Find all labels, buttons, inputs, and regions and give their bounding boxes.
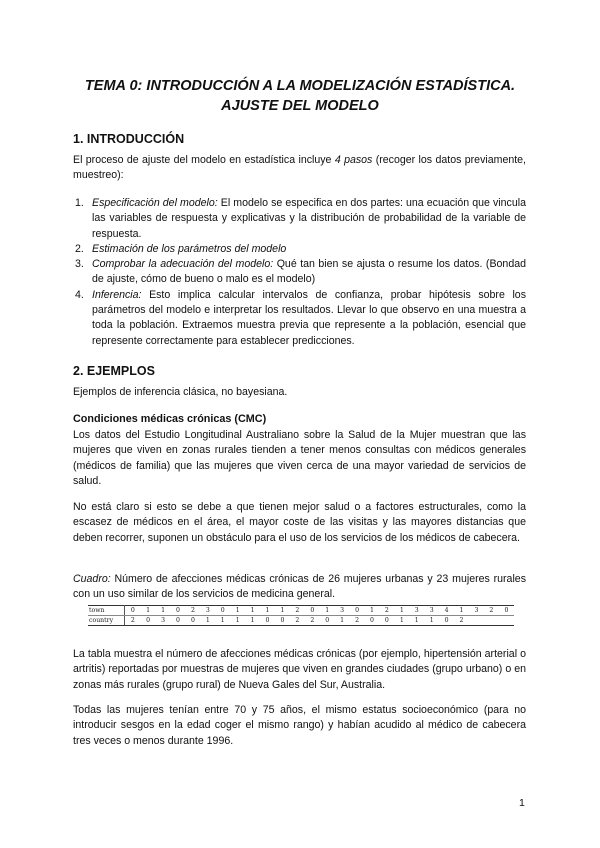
paragraph-table-description: La tabla muestra el número de afecciones médicas crónicas (por ejemplo, hipertensión arterial o artritis) reportadas por muestras de mujeres que viven en grandes ciudades (grupo urbano) o en zonas más rurales (grupo rural) de Nueva Gales del Sur, Australia. [73, 648, 526, 691]
caption-label: Cuadro: [73, 573, 111, 585]
table-cell: 4 [439, 606, 454, 616]
table-row-country [88, 616, 514, 626]
table-cell: 3 [335, 606, 350, 616]
step-number: 1. [75, 197, 84, 209]
table-cell: 0 [215, 606, 230, 616]
paragraph-sample-details: Todas las mujeres tenían entre 70 y 75 años, el mismo estatus socioeconómico (para no introducir sesgos en la edad coger el mismo rango) y habían acudido al médico de cabecera tres veces o menos durante 1996. [73, 704, 526, 747]
table-cell: 1 [335, 616, 350, 626]
table-cell: 1 [454, 606, 469, 616]
page-title [60, 76, 540, 116]
step-label: Especificación del modelo: [92, 197, 218, 209]
table-cell: 1 [230, 606, 245, 616]
intro-emphasis: 4 pasos [334, 154, 373, 166]
steps-list [73, 196, 526, 349]
table-cell: 0 [305, 606, 320, 616]
step-number: 4. [75, 288, 84, 301]
table-cell: 0 [171, 606, 186, 616]
table-row-town [88, 606, 514, 616]
step-text: Esto implica calcular intervalos de confianza, probar hipótesis sobre los parámetros del modelo e interpretar los resultados. Llevar lo que observo en una muestra a toda la población. Extraemos muestra previa que represente a la población, esencial que represente correctamente para establecer predicciones. [92, 288, 526, 347]
table-cell: 1 [200, 616, 215, 626]
row-label-country: country [88, 616, 125, 626]
table-cell: 0 [320, 616, 335, 626]
list-item [73, 242, 526, 257]
table-cell: 2 [454, 616, 469, 626]
table-cell: 0 [439, 616, 454, 626]
table-cell: 0 [275, 616, 290, 626]
intro-text-before: El proceso de ajuste del modelo en estadística incluye [73, 154, 335, 166]
intro-paragraph [73, 153, 526, 184]
paragraph-study: Los datos del Estudio Longitudinal Australiano sobre la Salud de la Mujer muestran que las mujeres que viven en zonas rurales tienden a tener menos consultas con médicos generales (médicos de familia) que las mujeres que viven cerca de una mayor variedad de servicios de salud. [73, 429, 526, 487]
table-cell: 1 [245, 616, 260, 626]
table-cell: 1 [424, 616, 439, 626]
step-label: Comprobar la adecuación del modelo: [92, 258, 274, 271]
paragraph-causes: No está claro si esto se debe a que tienen mejor salud o a factores estructurales, como la escasez de médicos en el área, el mayor coste de las visitas y las mayores distancias que deben recorrer, suponen un obstáculo para el uso de los servicios de los médicos de cabecera. [73, 501, 526, 544]
table-cell: 0 [260, 616, 275, 626]
cmc-data-table [88, 605, 514, 626]
table-cell: 0 [365, 616, 380, 626]
table-caption [73, 572, 526, 603]
step-text: El modelo se especifica en dos partes: una ecuación que vincula las variables de respuesta y explicativas y la distribución de probabilidad de la variable de respuesta. [92, 197, 526, 240]
table-cell: 0 [125, 606, 141, 616]
page-number: 1 [519, 797, 525, 809]
list-item [73, 288, 526, 349]
table-cell: 0 [171, 616, 186, 626]
table-cell: 3 [424, 606, 439, 616]
step-label: Estimación de los parámetros del modelo [92, 242, 287, 255]
table-cell [499, 616, 514, 626]
table-cell: 2 [305, 616, 320, 626]
table-cell: 1 [320, 606, 335, 616]
list-item [73, 196, 526, 242]
table-cell: 1 [394, 616, 409, 626]
table-cell: 1 [230, 616, 245, 626]
section-heading-introduccion: 1. INTRODUCCIÓN [73, 132, 185, 146]
table-cell: 0 [350, 606, 365, 616]
title-line-1: TEMA 0: INTRODUCCIÓN A LA MODELIZACIÓN ESTADÍSTICA. [84, 78, 516, 94]
table-cell: 3 [200, 606, 215, 616]
table-cell: 2 [379, 606, 394, 616]
table-cell: 2 [185, 606, 200, 616]
table-cell: 0 [499, 606, 514, 616]
examples-intro: Ejemplos de inferencia clásica, no bayesiana. [73, 386, 288, 398]
table-cell [469, 616, 484, 626]
table-cell: 1 [409, 616, 424, 626]
step-text: Qué tan bien se ajusta o resume los datos. (Bondad de ajuste, cómo de bueno o malo es el modelo) [92, 258, 526, 286]
step-label: Inferencia: [92, 288, 142, 301]
table-cell: 2 [484, 606, 499, 616]
table-cell: 2 [290, 616, 305, 626]
table-cell: 2 [350, 616, 365, 626]
table-cell: 1 [275, 606, 290, 616]
table-cell: 1 [141, 606, 156, 616]
row-label-town: town [88, 606, 125, 616]
intro-text-after: (recoger los datos previamente, muestreo): [73, 154, 527, 182]
table-cell: 2 [125, 616, 141, 626]
table-cell: 0 [185, 616, 200, 626]
table-cell: 1 [394, 606, 409, 616]
step-number: 2. [75, 242, 84, 255]
step-number: 3. [75, 258, 84, 271]
table-cell: 3 [156, 616, 171, 626]
table-cell: 3 [469, 606, 484, 616]
table-cell: 3 [409, 606, 424, 616]
table-cell [484, 616, 499, 626]
table-cell: 2 [290, 606, 305, 616]
table-cell: 1 [245, 606, 260, 616]
table-cell: 1 [365, 606, 380, 616]
caption-text: Número de afecciones médicas crónicas de 26 mujeres urbanas y 23 mujeres rurales con un uso similar de los servicios de medicina general. [73, 573, 526, 601]
table-cell: 1 [215, 616, 230, 626]
subsection-heading-cmc: Condiciones médicas crónicas (CMC) [73, 413, 267, 425]
table-cell: 1 [260, 606, 275, 616]
section-heading-ejemplos: 2. EJEMPLOS [73, 364, 155, 378]
table-cell: 0 [379, 616, 394, 626]
list-item [73, 257, 526, 288]
table-cell: 0 [141, 616, 156, 626]
table-cell: 1 [156, 606, 171, 616]
title-line-2: AJUSTE DEL MODELO [221, 98, 379, 114]
